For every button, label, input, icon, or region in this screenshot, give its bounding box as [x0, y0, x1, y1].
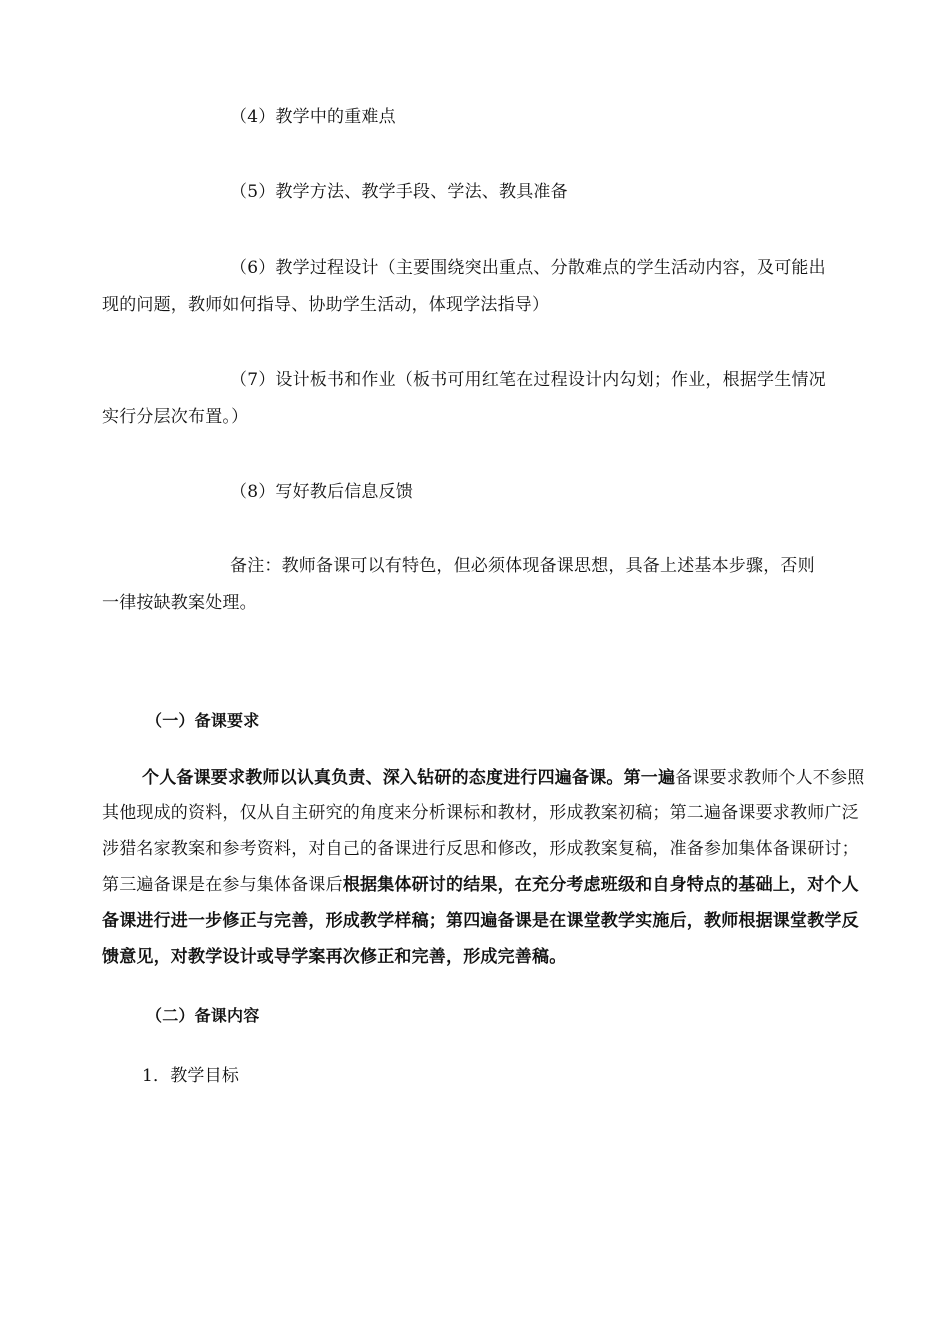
paragraph-line4-bold: 根据集体研讨的结果，在充分考虑班级和自身特点的基础上，对个人	[342, 875, 859, 895]
paragraph-line4	[102, 875, 859, 895]
section-heading-content: （二）备课内容	[146, 1006, 260, 1025]
list-item-7-line1: （7）设计板书和作业（板书可用红笔在过程设计内勾划；作业，根据学生情况	[230, 370, 826, 390]
list-item-4: （4）教学中的重难点	[230, 107, 396, 127]
paragraph-line6: 馈意见，对教学设计或导学案再次修正和完善，形成完善稿。	[102, 947, 567, 967]
note-line1: 备注：教师备课可以有特色，但必须体现备课思想，具备上述基本步骤，否则	[230, 556, 815, 576]
paragraph-line2: 其他现成的资料，仅从自主研究的角度来分析课标和教材，形成教案初稿；第二遍备课要求教师广泛	[102, 803, 859, 823]
list-item-5: （5）教学方法、教学手段、学法、教具准备	[230, 182, 568, 202]
paragraph-line4-plain: 第三遍备课是在参与集体备课后	[102, 875, 343, 895]
paragraph-line1	[142, 768, 864, 788]
paragraph-line1-bold: 个人备课要求教师以认真负责、深入钻研的态度进行四遍备课。第一遍	[142, 768, 676, 788]
content-item-1: 1．教学目标	[142, 1066, 240, 1086]
note-line2: 一律按缺教案处理。	[102, 593, 257, 613]
paragraph-line1-rest: 备课要求教师个人不参照	[675, 768, 865, 788]
list-item-7-line2: 实行分层次布置。）	[102, 407, 249, 427]
paragraph-line3: 涉猎名家教案和参考资料，对自己的备课进行反思和修改，形成教案复稿，准备参加集体备课研讨；	[102, 839, 859, 859]
paragraph-line5: 备课进行进一步修正与完善，形成教学样稿；第四遍备课是在课堂教学实施后，教师根据课堂教学反	[102, 911, 859, 931]
section-heading-requirements: （一）备课要求	[146, 711, 260, 730]
list-item-6-line1: （6）教学过程设计（主要围绕突出重点、分散难点的学生活动内容，及可能出	[230, 258, 826, 278]
list-item-6-line2: 现的问题，教师如何指导、协助学生活动，体现学法指导）	[102, 295, 550, 315]
list-item-8: （8）写好教后信息反馈	[230, 482, 414, 502]
